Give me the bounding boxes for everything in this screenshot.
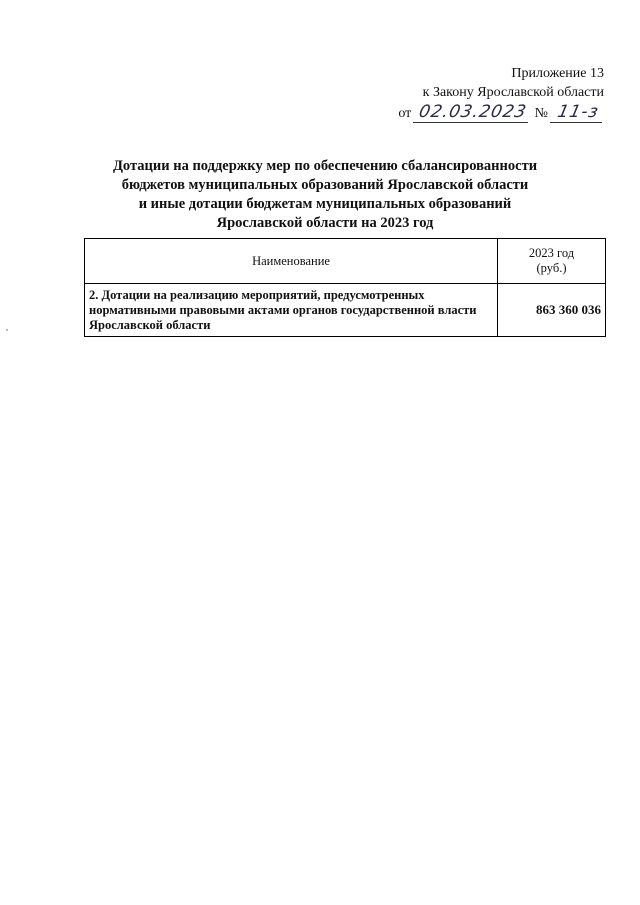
title-line: и иные дотации бюджетам муниципальных образований [138, 196, 512, 212]
scan-dot [6, 329, 8, 331]
handwritten-date: 02.03.2023 [413, 103, 533, 123]
title-line: Дотации на поддержку мер по обеспечению сбалансированности [112, 158, 538, 174]
title-line: бюджетов муниципальных образований Ярославской области [121, 177, 529, 193]
number-label: № [534, 106, 548, 121]
table-row [85, 284, 606, 337]
appendix-header [398, 64, 604, 123]
column-header-name: Наименование [85, 239, 498, 284]
subsidies-table [84, 238, 606, 337]
law-date-number-line [398, 103, 604, 123]
handwritten-law-number: 11-з [550, 103, 606, 123]
appendix-law-reference: к Закону Ярославской области [422, 85, 604, 100]
from-label: от [398, 106, 412, 121]
column-header-amount [498, 239, 606, 284]
column-header-year: 2023 год [528, 246, 575, 260]
column-header-unit: (руб.) [536, 261, 567, 275]
row-amount-cell: 863 360 036 [498, 284, 606, 337]
title-line: Ярославской области на 2023 год [216, 215, 434, 231]
table-header-row [85, 239, 606, 284]
row-name-cell: 2. Дотации на реализацию мероприятий, предусмотренных нормативными правовыми актами органов государственной власти Ярославской области [85, 284, 498, 337]
appendix-number: Приложение 13 [511, 66, 604, 81]
document-title [80, 157, 570, 233]
